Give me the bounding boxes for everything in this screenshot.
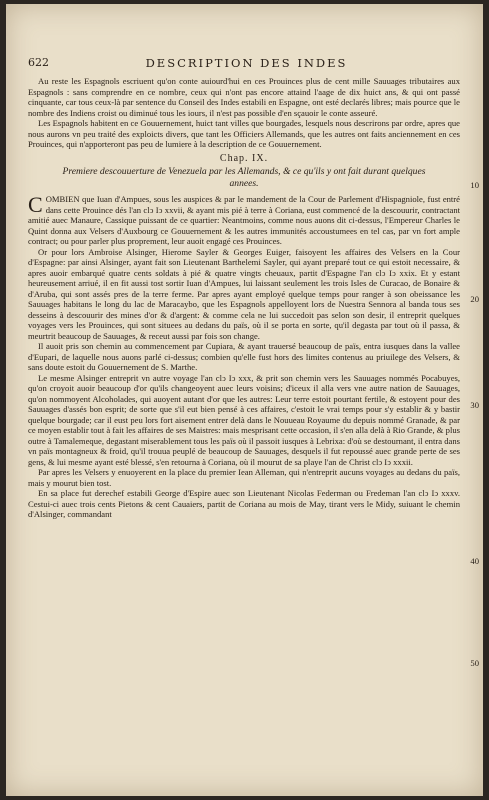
body-text [28, 76, 460, 520]
margin-line-number: 10 [470, 180, 479, 190]
intro-paragraph-2: Les Espagnols habitent en ce Gouuernement, huict tant villes que bourgades, lesquels nous descrirons par ordre, apres que nous aurons vn peu traité des exploicts divers, que tant les Officiers Allemands, que les autres ont faits anciennement en ces Prouinces, qui n'apporteront pas peu de lumiere à la description de ce Gouuernement. [28, 118, 460, 149]
main-paragraph-1 [28, 194, 460, 247]
main-paragraph-6: En sa place fut derechef estabili George d'Espire auec son Lieutenant Nicolas Federman ou Fredeman l'an clↄ Iↄ xxxv. Cestui-ci auec trois cents Pietons & cent Cauaiers, partit de Coriana au mois de May, tirant vers le Midy, suiuant le chemin d'Alsinger, commandant [28, 488, 460, 519]
margin-line-number: 50 [470, 658, 479, 668]
margin-line-number: 20 [470, 294, 479, 304]
chapter-subtitle: Premiere descouuerture de Venezuela par les Allemands, & ce qu'ils y ont fait durant quelques annees. [62, 166, 426, 189]
chapter-heading: Chap. IX. [219, 152, 269, 164]
main-paragraph-1-text: OMBIEN que Iuan d'Ampues, sous les auspices & par le mandement de la Cour de Parlement d'Hispagniole, fust entré dans cette Prouince dés l'an clↄ Iↄ xxvii, & ayant mis pié à terre à Coriana, eust commencé de la descouurir, contractant amitié auec Manaure, Cassique puissant de ce quartier: Neantmoins, comme nous auons dit ci-dessus, l'Empereur Charles le Quint donna aux Velsers d'Auxbourg ce Gouuernement & les autres immunités accoustumees en tel cas, par vn fort ample contract; ou pour parler plus proprement, leur auoit engagé ces Prouinces. [28, 194, 460, 246]
main-paragraph-4: Le mesme Alsinger entreprit vn autre voyage l'an clↄ Iↄ xxx, & prit son chemin vers les Sauuages nommés Pocabuyes, qu'on croyoit auoir beaucoup d'or qu'ils changeoyent auec leurs voisins; d'iceux il alla vers vne autre nation de Sauuages, qu'on nommoyent Alcoholades, qui auoyent autant d'or que les autres: Leur terre estoit pourtant fertile, & estoyent pour des Sauuages d'assés bon esprit; de sorte que s'il eut bien pensé à ces affaires, c'estoit le vrai temps pour s'y establir & y bastir quelque bourgade; car il eust peu lors fort aisement entrer delà dans le Nouueau Royaume du depuis nommé Granade, & par ce moyen establir tout à fait les affaires de ses Maistres: mais mesprisant cette occasion, il s'en alla delà à Rio Grande, & plus outre à Tamalemeque, degastant miserablement tous les païs où il passoit iusques à Lebrixa: d'où se destournant, il entra dans vn païs montagneux & froid, qu'il trouua peuplé de beaucoup de Sauuages, desquels il fut repoussé auec grande perte de ses gens, & lui mesme ayant esté blessé, s'en retourna à Coriana, où il mourut de sa playe l'an de Christ clↄ Iↄ xxxii. [28, 372, 460, 467]
book-page [6, 4, 483, 796]
margin-line-number: 30 [470, 400, 479, 410]
margin-line-number: 40 [470, 556, 479, 566]
running-title: DESCRIPTION DES INDES [145, 56, 348, 70]
main-paragraph-2: Or pour lors Ambroise Alsinger, Hierome Sayler & Georges Euiger, faisoyent les affaires des Velsers en la Cour d'Espagne: par ainsi Alsinger, ayant fait son Lieutenant Barthelemi Sayler, qui ayant preparé tout ce qui estoit necessaire, & apres auoir embarqué quatre cents soldats à pié & quatre vingts cheuaux, partit d'Espagne l'an clↄ Iↄ xxix. Et y estant heureusement arriué, il en fit aussi tost sortir Iuan d'Ampues, lui laissant seulement les trois Isles de Curacao, de Bonaire & d'Aruba, qui sont assés pres de la terre ferme. Par apres ayant employé quelque temps pour ranger à son obeissance les Sauuages habitans le long du lac de Maracaybo, que les Espagnols appelloyent lors de Nuestra Sennora al banda tous ses desseins à descouurir des mines d'or & d'argent: & comme cela ne lui succedoit pas selon son desir, il entreprit quelques voyages vers les Prouinces, qui sont situees au dedans du païs, où il se porta en sorte, qu'il degasta par tout où il passa, & meurtrit beaucoup de Sauuages, & receut aussi par fois son change. [28, 246, 460, 341]
intro-paragraph-1: Au reste les Espagnols escriuent qu'on conte auiourd'hui en ces Prouinces plus de cent mille Sauuages tributaires aux Espagnols : sans comprendre en ce nombre, ceux qui n'ont pas encore attaind l'aage de dix huict ans, & qui ont passé cinquante, car tous ceux-là par sentence du Conseil des Indes estabili en Espagne, ont esté declarés libres; mais pource que le nombre des Indiens croist ou diminué tous les iours, il n'est pas possible d'en sçauoir le conte asseuré. [28, 76, 460, 118]
main-paragraph-5: Par apres les Velsers y enuoyerent en la place du premier Iean Alleman, qui n'entreprit aucuns voyages au dedans du païs, mais y mourut bien tost. [28, 467, 460, 488]
drop-cap: C [28, 192, 43, 217]
page-number: 622 [28, 56, 49, 69]
main-paragraph-3: Il auoit pris son chemin au commencement par Cupiara, & ayant trauersé beaucoup de païs, entra iusques dans la vallee d'Eupari, de laquelle nous auons parlé ci-dessus; combien qu'elle fust hors des limites contenus au priuilege des Velsers, & sans doute estoit du Gouuernement de S. Marthe. [28, 341, 460, 372]
page-header [28, 56, 465, 72]
